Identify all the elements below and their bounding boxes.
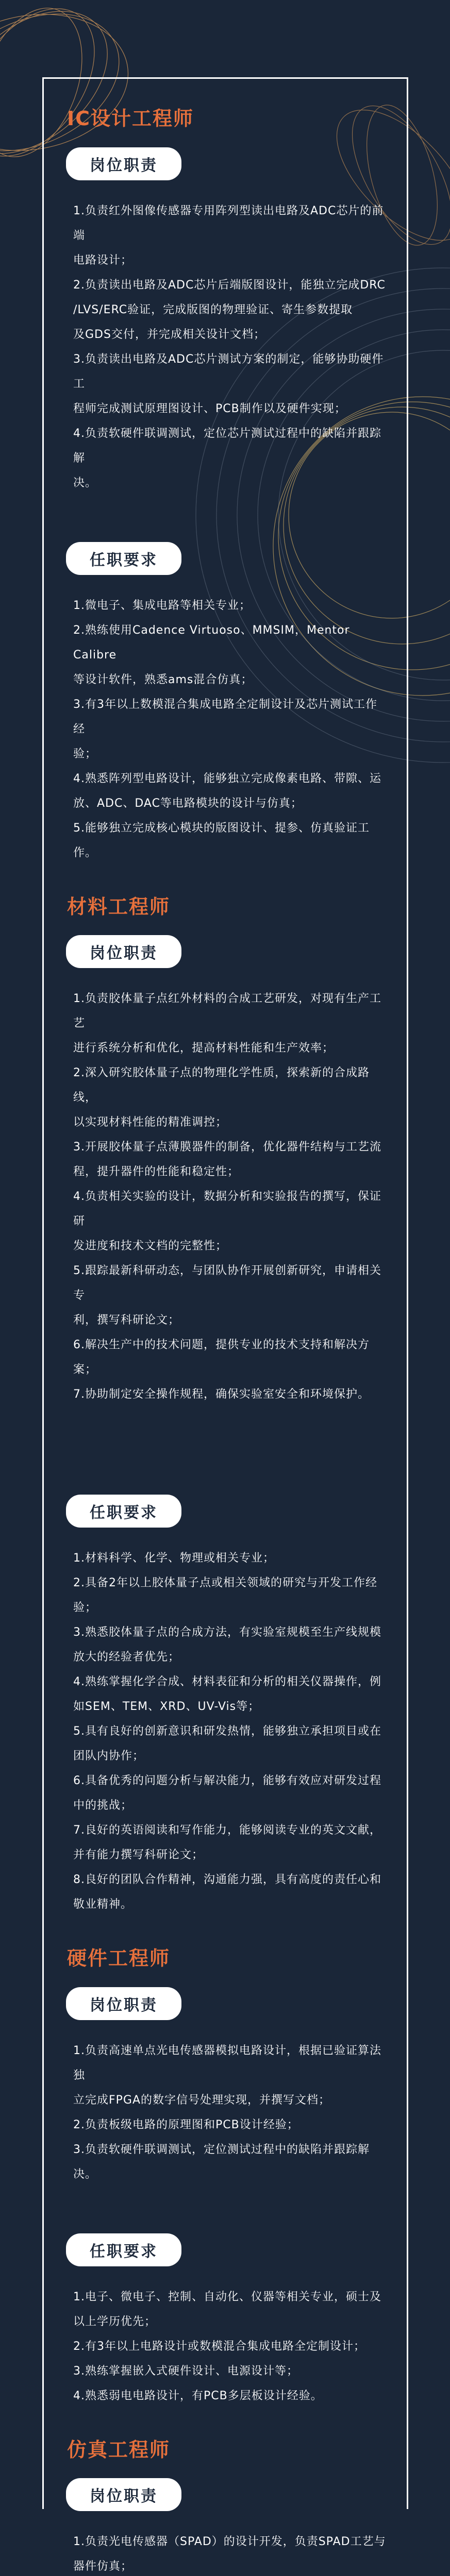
requirements-list — [42, 594, 408, 866]
job-title: 仿真工程师 — [67, 2438, 171, 2461]
responsibilities-list — [42, 2039, 408, 2187]
list-item: /LVS/ERC验证，完成版图的物理验证、寄生参数提取 — [73, 303, 353, 316]
list-item: 4.熟悉弱电电路设计，有PCB多层板设计经验。 — [73, 2389, 323, 2402]
list-item: 2.有3年以上电路设计或数模混合集成电路全定制设计； — [73, 2340, 365, 2353]
job-section-simulation — [42, 2438, 408, 2576]
list-item: 2.负责读出电路及ADC芯片后端版图设计，能独立完成DRC — [73, 278, 386, 292]
list-item: 3.负责软硬件联调测试，定位测试过程中的缺陷并跟踪解决。 — [73, 2143, 370, 2181]
list-item: 2.深入研究胶体量子点的物理化学性质，探索新的合成路线， — [73, 1066, 370, 1105]
list-item: 2.熟练使用Cadence Virtuoso、MMSIM，Mentor Calibre — [73, 623, 350, 662]
list-item: 立完成FPGA的数字信号处理实现，并撰写文档； — [73, 2093, 331, 2107]
job-title: 硬件工程师 — [67, 1947, 171, 1970]
list-item: 4.负责软硬件联调测试，定位芯片测试过程中的缺陷并跟踪解 — [73, 427, 381, 465]
section-heading-requirements: 任职要求 — [66, 2233, 181, 2266]
section-heading-responsibilities: 岗位职责 — [66, 1987, 181, 2020]
section-heading-requirements: 任职要求 — [66, 542, 181, 575]
list-item: 验； — [73, 747, 97, 760]
list-item: 以上学历优先； — [73, 2315, 157, 2328]
list-item: 放大的经验者优先； — [73, 1651, 180, 1664]
list-item: 6.具备优秀的问题分析与解决能力，能够有效应对研发过程 — [73, 1774, 381, 1788]
list-item: 器件仿真； — [73, 2560, 133, 2573]
list-item: 6.解决生产中的技术问题，提供专业的技术支持和解决方案； — [73, 1338, 370, 1377]
list-item: 2.具备2年以上胶体量子点或相关领域的研究与开发工作经 — [73, 1577, 377, 1590]
section-heading-responsibilities: 岗位职责 — [66, 147, 181, 180]
list-item: 3.有3年以上数模混合集成电路全定制设计及芯片测试工作经 — [73, 698, 377, 736]
list-item: 1.负责红外图像传感器专用阵列型读出电路及ADC芯片的前端 — [73, 204, 384, 242]
section-heading-responsibilities: 岗位职责 — [66, 935, 181, 968]
responsibilities-list — [42, 987, 408, 1407]
list-item: 验； — [73, 1601, 97, 1615]
list-item: 发进度和技术文档的完整性； — [73, 1240, 228, 1253]
list-item: 2.负责板级电路的原理图和PCB设计经验； — [73, 2118, 299, 2131]
requirements-list — [42, 1546, 408, 1917]
list-item: 敬业精神。 — [73, 1898, 133, 1911]
requirements-list — [42, 2285, 408, 2409]
list-item: 1.负责胶体量子点红外材料的合成工艺研发，对现有生产工艺 — [73, 992, 381, 1030]
list-item: 3.熟练掌握嵌入式硬件设计、电源设计等； — [73, 2364, 298, 2378]
job-title: 材料工程师 — [67, 895, 171, 918]
list-item: 8.良好的团队合作精神，沟通能力强，具有高度的责任心和 — [73, 1873, 381, 1887]
list-item: 3.开展胶体量子点薄膜器件的制备，优化器件结构与工艺流 — [73, 1141, 381, 1154]
list-item: 4.熟悉阵列型电路设计，能够独立完成像素电路、带隙、运 — [73, 772, 381, 785]
list-item: 7.协助制定安全操作规程，确保实验室安全和环境保护。 — [73, 1388, 370, 1401]
list-item: 进行系统分析和优化，提高材料性能和生产效率； — [73, 1042, 335, 1055]
list-item: 及GDS交付，并完成相关设计文档； — [73, 328, 265, 341]
list-item: 等设计软件，熟悉ams混合仿真； — [73, 673, 253, 686]
list-item: 5.能够独立完成核心模块的版图设计、提参、仿真验证工作。 — [73, 821, 370, 859]
list-item: 1.负责光电传感器（SPAD）的设计开发，负责SPAD工艺与 — [73, 2535, 386, 2549]
responsibilities-list — [42, 2530, 408, 2576]
list-item: 并有能力撰写科研论文； — [73, 1849, 204, 1862]
list-item: 4.熟练掌握化学合成、材料表征和分析的相关仪器操作，例 — [73, 1675, 381, 1689]
list-item: 程，提升器件的性能和稳定性； — [73, 1165, 240, 1179]
list-item: 4.负责相关实验的设计，数据分析和实验报告的撰写，保证研 — [73, 1190, 381, 1228]
list-item: 1.负责高速单点光电传感器模拟电路设计，根据已验证算法独 — [73, 2044, 381, 2082]
responsibilities-list — [42, 199, 408, 496]
list-item: 3.熟悉胶体量子点的合成方法，有实验室规模至生产线规模 — [73, 1626, 381, 1639]
list-item: 1.电子、微电子、控制、自动化、仪器等相关专业，硕士及 — [73, 2290, 381, 2303]
list-item: 电路设计； — [73, 253, 133, 267]
list-item: 放、ADC、DAC等电路模块的设计与仿真； — [73, 796, 303, 810]
list-item: 以实现材料性能的精准调控； — [73, 1116, 228, 1129]
job-section-ic-design — [42, 107, 408, 866]
job-title: IC设计工程师 — [67, 107, 194, 130]
list-item: 中的挑战； — [73, 1799, 133, 1812]
list-item: 7.良好的英语阅读和写作能力，能够阅读专业的英文文献， — [73, 1824, 381, 1837]
section-heading-responsibilities: 岗位职责 — [66, 2478, 181, 2511]
list-item: 如SEM、TEM、XRD、UV-Vis等； — [73, 1700, 260, 1714]
list-item: 5.具有良好的创新意识和研发热情，能够独立承担项目或在 — [73, 1725, 381, 1738]
section-heading-requirements: 任职要求 — [66, 1495, 181, 1528]
list-item: 1.材料科学、化学、物理或相关专业； — [73, 1552, 275, 1565]
job-list — [42, 77, 408, 2576]
list-item: 团队内协作； — [73, 1750, 145, 1763]
job-section-materials — [42, 895, 408, 1918]
job-section-hardware — [42, 1947, 408, 2409]
list-item: 决。 — [73, 476, 97, 489]
list-item: 5.跟踪最新科研动态，与团队协作开展创新研究，申请相关专 — [73, 1264, 381, 1302]
list-item: 1.微电子、集成电路等相关专业； — [73, 599, 251, 612]
list-item: 程师完成测试原理图设计、PCB制作以及硬件实现； — [73, 402, 346, 415]
list-item: 3.负责读出电路及ADC芯片测试方案的制定，能够协助硬件工 — [73, 352, 384, 391]
list-item: 利，撰写科研论文； — [73, 1314, 180, 1327]
